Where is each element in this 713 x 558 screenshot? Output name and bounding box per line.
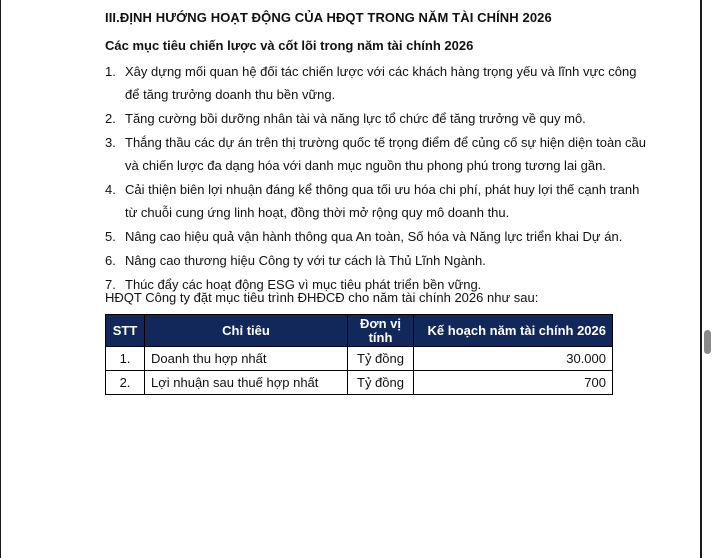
goal-number: 2. (105, 111, 116, 126)
targets-intro: HĐQT Công ty đặt mục tiêu trình ĐHĐCĐ cho năm tài chính 2026 như sau: (105, 290, 539, 305)
cell-plan: 30.000 (414, 347, 613, 371)
goal-item (105, 225, 650, 248)
goal-item (105, 107, 650, 130)
cell-indicator: Doanh thu hợp nhất (145, 347, 348, 371)
goal-item (105, 178, 650, 224)
header-stt: STT (106, 315, 145, 347)
cell-unit: Tỷ đồng (348, 371, 414, 395)
goal-item (105, 60, 650, 106)
goal-text: Thúc đẩy các hoạt động ESG vì mục tiêu phát triển bền vững. (125, 277, 482, 292)
table-row (106, 347, 613, 371)
header-plan: Kế hoạch năm tài chính 2026 (414, 315, 613, 347)
goal-number: 7. (105, 277, 116, 292)
goal-item (105, 131, 650, 177)
page-edge-right (700, 0, 702, 558)
goal-number: 4. (105, 182, 116, 197)
header-unit: Đơn vị tính (348, 315, 414, 347)
table-header-row (106, 315, 613, 347)
goal-text: Cải thiện biên lợi nhuận đáng kể thông qua tối ưu hóa chi phí, phát huy lợi thế cạnh tranh từ chuỗi cung ứng linh hoạt, đồng thời mở rộng quy mô doanh thu. (125, 182, 640, 220)
goal-text: Nâng cao thương hiệu Công ty với tư cách là Thủ Lĩnh Ngành. (125, 253, 486, 268)
goal-number: 5. (105, 229, 116, 244)
header-indicator: Chỉ tiêu (145, 315, 348, 347)
goal-text: Thắng thầu các dự án trên thị trường quốc tế trọng điểm để củng cố sự hiện diện toàn cầu và chiến lược đa dạng hóa với danh mục nguồn thu phong phú trong tương lai gần. (125, 135, 647, 173)
cell-plan: 700 (414, 371, 613, 395)
cell-unit: Tỷ đồng (348, 347, 414, 371)
goal-text: Xây dựng mối quan hệ đối tác chiến lược với các khách hàng trọng yếu và lĩnh vực công để tăng trưởng doanh thu bền vững. (125, 64, 637, 102)
strategic-goals-list (105, 60, 650, 297)
scrollbar-thumb[interactable] (704, 330, 711, 354)
goal-text: Tăng cường bồi dưỡng nhân tài và năng lực tổ chức để tăng trưởng về quy mô. (125, 111, 586, 126)
goal-text: Nâng cao hiệu quả vận hành thông qua An toàn, Số hóa và Năng lực triển khai Dự án. (125, 229, 623, 244)
table-row (106, 371, 613, 395)
cell-indicator: Lợi nhuận sau thuế hợp nhất (145, 371, 348, 395)
strategic-goals-heading: Các mục tiêu chiến lược và cốt lõi trong năm tài chính 2026 (105, 38, 474, 53)
goal-number: 3. (105, 135, 116, 150)
cell-stt: 2. (106, 371, 145, 395)
page-edge-left (0, 0, 1, 558)
goal-number: 6. (105, 253, 116, 268)
goal-number: 1. (105, 64, 116, 79)
goal-item (105, 249, 650, 272)
cell-stt: 1. (106, 347, 145, 371)
targets-table (105, 314, 613, 395)
section-title: III.ĐỊNH HƯỚNG HOẠT ĐỘNG CỦA HĐQT TRONG NĂM TÀI CHÍNH 2026 (105, 10, 552, 25)
